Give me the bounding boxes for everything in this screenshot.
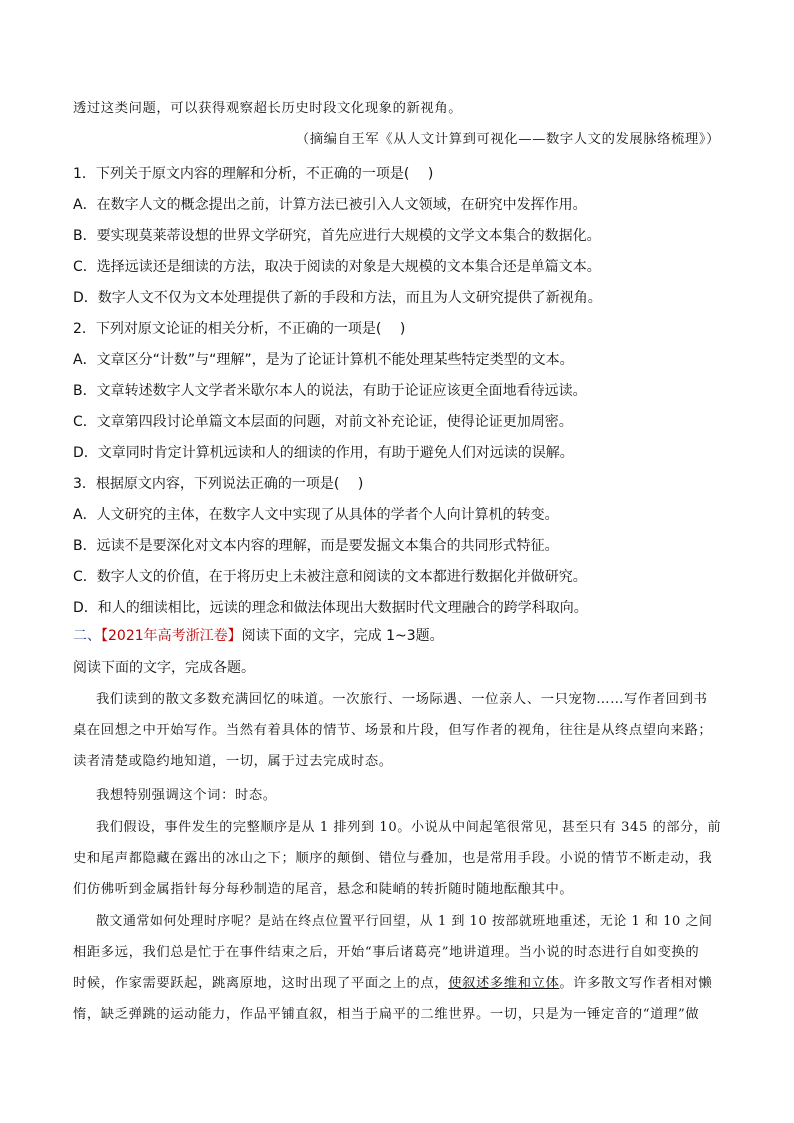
passage-p1-line2: 桌在回想之中开始写作。当然有着具体的情节、场景和片段，但写作者的视角，往往是从终点望向来路； (73, 723, 713, 738)
passage-p3-line3: 们仿佛听到金属指针每分每秒制造的尾音，悬念和陡峭的转折随时随地酝酿其中。 (73, 882, 574, 897)
passage-p4-line4: 惰，缺乏弹跳的运动能力，作品平铺直叙，相当于扁平的二维世界。一切，只是为一锤定音的“道理”做 (73, 1007, 700, 1022)
passage-closing-line: 透过这类问题，可以获得观察超长历史时段文化现象的新视角。 (73, 101, 463, 116)
passage-p3-line2: 史和尾声都隐藏在露出的冰山之下；顺序的颠倒、错位与叠加，也是常用手段。小说的情节不断走动，我 (73, 851, 713, 866)
question-1-stem: 1．下列关于原文内容的理解和分析，不正确的一项是( ) (73, 166, 434, 182)
reading-instruction: 阅读下面的文字，完成各题。 (73, 660, 255, 676)
section-instruction: 阅读下面的文字，完成 1~3题。 (241, 628, 444, 644)
underlined-phrase: 使叙述多维和立体 (448, 976, 560, 991)
question-3-option-b: B．远读不是要深化对文本内容的理解，而是要发掘文本集合的共同形式特征。 (73, 538, 559, 554)
question-2-option-c: C．文章第四段讨论单篇文本层面的问题，对前文补充论证，使得论证更加周密。 (73, 414, 573, 430)
question-2-option-b: B．文章转述数字人文学者米歇尔本人的说法，有助于论证应该更全面地看待远读。 (73, 383, 587, 399)
question-1-option-d: D．数字人文不仅为文本处理提供了新的手段和方法，而且为人文研究提供了新视角。 (73, 290, 602, 306)
passage-p3-line1: 我们假设，事件发生的完整顺序是从 1 排列到 10。小说从中间起笔很常见，甚至只有 345 的部分，前 (96, 820, 722, 835)
passage-p1-line3: 读者清楚或隐约地知道，一切，属于过去完成时态。 (73, 754, 393, 769)
passage-p4-line1: 散文通常如何处理时序呢？是站在终点位置平行回望，从 1 到 10 按部就班地重述，无论 1 和 10 之间 (96, 914, 713, 929)
question-1-option-a: A．在数字人文的概念提出之前，计算方法已被引入人文领域，在研究中发挥作用。 (73, 197, 587, 213)
exam-source-tag: 【2021年高考浙江卷】 (101, 628, 242, 644)
question-1-option-b: B．要实现莫莱蒂设想的世界文学研究，首先应进行大规模的文学文本集合的数据化。 (73, 228, 601, 244)
question-3-option-d: D．和人的细读相比，远读的理念和做法体现出大数据时代文理融合的跨学科取向。 (73, 600, 588, 616)
section-2-heading (73, 626, 444, 646)
question-1-option-c: C．选择远读还是细读的方法，取决于阅读的对象是大规模的文本集合还是单篇文本。 (73, 259, 601, 275)
question-2-stem: 2．下列对原文论证的相关分析，不正确的一项是( ) (73, 321, 406, 337)
question-3-stem: 3．根据原文内容，下列说法正确的一项是( ) (73, 476, 364, 492)
passage-p4-line3 (73, 974, 712, 994)
question-3-option-a: A．人文研究的主体，在数字人文中实现了从具体的学者个人向计算机的转变。 (73, 507, 559, 523)
passage-p2: 我想特别强调这个词：时态。 (96, 788, 277, 803)
passage-p4-line3-start: 时候，作家需要跃起，跳离原地，这时出现了平面之上的点， (73, 976, 449, 991)
source-citation: （摘编自王军《从人文计算到可视化——数字人文的发展脉络梳理》） (295, 132, 720, 147)
question-3-option-c: C．数字人文的价值，在于将历史上未被注意和阅读的文本都进行数据化并做研究。 (73, 569, 587, 585)
passage-p4-line2: 相距多远，我们总是忙于在事件结束之后，开始“事后诸葛亮”地讲道理。当小说的时态进行自如变换的 (73, 945, 700, 960)
passage-p4-line3-end: 。许多散文写作者相对懒 (559, 976, 713, 991)
section-number: 二、 (73, 628, 101, 644)
question-2-option-a: A．文章区分“计数”与“理解”，是为了论证计算机不能处理某些特定类型的文本。 (73, 352, 574, 368)
question-2-option-d: D．文章同时肯定计算机远读和人的细读的作用，有助于避免人们对远读的误解。 (73, 445, 574, 461)
passage-p1-line1: 我们读到的散文多数充满回忆的味道。一次旅行、一场际遇、一位亲人、一只宠物……写作者回到书 (96, 692, 708, 707)
